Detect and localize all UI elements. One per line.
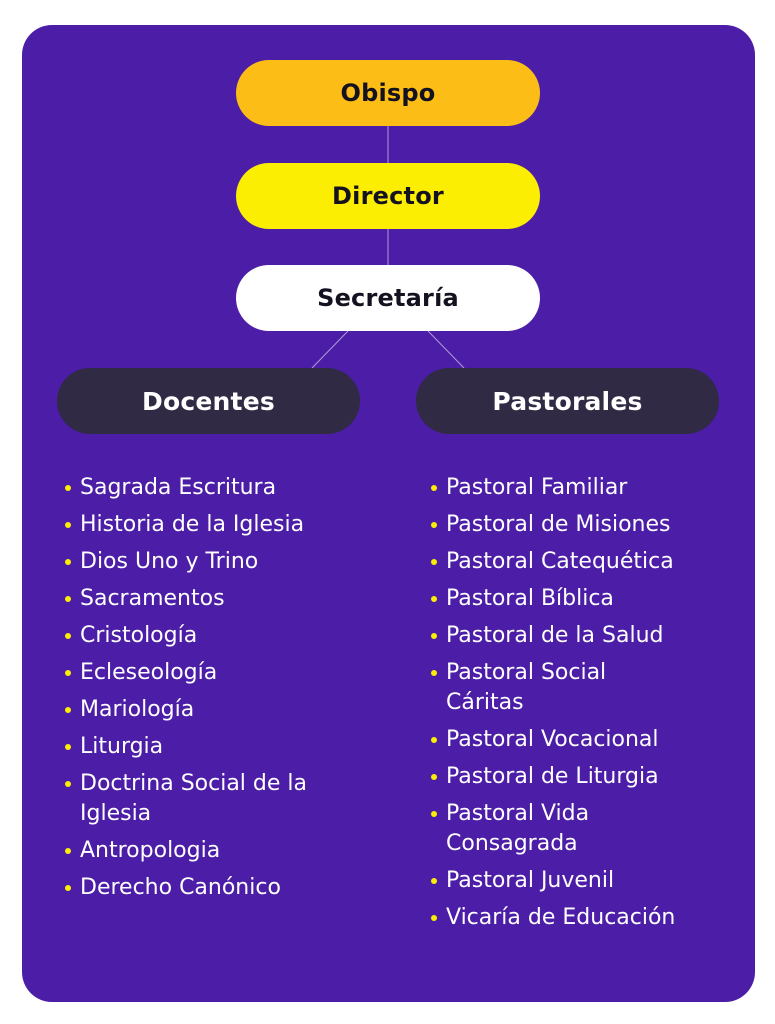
node-director-label: Director	[332, 182, 444, 210]
node-pastorales	[416, 368, 719, 434]
list-item-label: Pastoral Catequética	[446, 549, 674, 574]
bullet-dot	[431, 670, 437, 676]
list-item-label: Vicaría de Educación	[446, 905, 676, 930]
bullet-dot	[65, 707, 71, 713]
list-item	[428, 621, 748, 651]
node-docentes-label: Docentes	[142, 386, 275, 416]
list-item-label: Pastoral de Liturgia	[446, 764, 659, 789]
node-pastorales-label: Pastorales	[492, 386, 643, 416]
list-item	[62, 695, 362, 725]
list-item	[62, 473, 362, 503]
connector-secretaria-pastorales	[428, 331, 464, 368]
bullet-dot	[65, 633, 71, 639]
bullet-dot	[65, 485, 71, 491]
node-secretaria	[236, 265, 540, 331]
list-item	[428, 799, 748, 859]
list-item-label: Pastoral de Misiones	[446, 512, 671, 537]
list-item-label: Liturgia	[80, 734, 164, 759]
list-item-label: Historia de la Iglesia	[80, 512, 305, 537]
list-item	[62, 658, 362, 688]
list-item	[62, 510, 362, 540]
bullet-dot	[431, 559, 437, 565]
bullet-dot	[431, 485, 437, 491]
bullet-dot	[65, 559, 71, 565]
list-item	[428, 584, 748, 614]
bullet-dot	[65, 848, 71, 854]
list-item-label: Sacramentos	[80, 586, 225, 611]
list-item	[428, 903, 748, 933]
node-director	[236, 163, 540, 229]
list-item-label: Pastoral Social Cáritas	[446, 660, 607, 715]
node-obispo-label: Obispo	[340, 79, 436, 107]
list-item	[428, 762, 748, 792]
bullet-dot	[65, 670, 71, 676]
list-item	[62, 621, 362, 651]
list-item	[62, 732, 362, 762]
bullet-dot	[431, 633, 437, 639]
list-item	[428, 866, 748, 896]
bullet-dot	[431, 811, 437, 817]
list-item-label: Mariología	[80, 697, 195, 722]
list-item	[428, 547, 748, 577]
list-item	[428, 510, 748, 540]
list-item-label: Pastoral Vida Consagrada	[446, 801, 590, 856]
list-item-label: Ecleseología	[80, 660, 218, 685]
bullet-dot	[65, 596, 71, 602]
bullet-dot	[431, 522, 437, 528]
list-item-label: Derecho Canónico	[80, 875, 281, 900]
bullet-dot	[431, 915, 437, 921]
list-item-label: Pastoral Familiar	[446, 475, 628, 500]
bullet-dot	[431, 878, 437, 884]
node-docentes	[57, 368, 360, 434]
bullet-dot	[431, 774, 437, 780]
list-item-label: Sagrada Escritura	[80, 475, 277, 500]
list-item	[428, 473, 748, 503]
list-item	[62, 547, 362, 577]
bullet-dot	[65, 885, 71, 891]
docentes-list	[62, 473, 362, 910]
connector-secretaria-docentes	[312, 331, 348, 368]
bullet-dot	[65, 781, 71, 787]
bullet-dot	[65, 744, 71, 750]
list-item	[428, 725, 748, 755]
bullet-dot	[431, 596, 437, 602]
list-item	[62, 836, 362, 866]
list-item	[62, 769, 362, 829]
pastorales-list	[428, 473, 748, 940]
list-item-label: Pastoral Bíblica	[446, 586, 614, 611]
list-item-label: Pastoral Juvenil	[446, 868, 615, 893]
list-item-label: Pastoral Vocacional	[446, 727, 659, 752]
node-secretaria-label: Secretaría	[317, 284, 459, 312]
list-item-label: Cristología	[80, 623, 198, 648]
node-obispo	[236, 60, 540, 126]
bullet-dot	[65, 522, 71, 528]
list-item-label: Pastoral de la Salud	[446, 623, 664, 648]
list-item	[428, 658, 748, 718]
list-item-label: Antropologia	[80, 838, 221, 863]
list-item	[62, 873, 362, 903]
bullet-dot	[431, 737, 437, 743]
list-item-label: Dios Uno y Trino	[80, 549, 259, 574]
list-item	[62, 584, 362, 614]
list-item-label: Doctrina Social de la Iglesia	[80, 771, 308, 826]
